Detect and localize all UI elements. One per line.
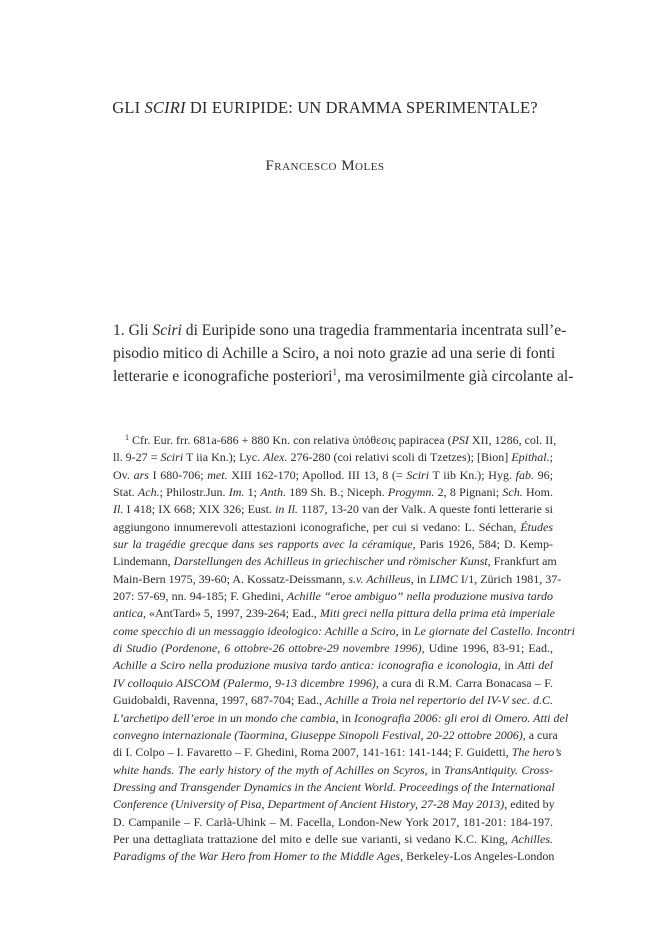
footnote-text: aggiungono innumerevoli attestazioni iconografiche, per cui si vedano: L. Séchan, xyxy=(113,519,521,534)
article-title xyxy=(0,98,650,118)
footnote-text: Lindemann, xyxy=(113,554,174,569)
footnote-text-italic: Ach. xyxy=(137,485,160,500)
footnote-text: ; Philostr.Jun. xyxy=(159,485,229,500)
footnote-text: , edited by xyxy=(504,797,555,812)
footnote-text-italic: di Studio (Pordenone, 6 ottobre-26 ottobre-29 novembre 1996) xyxy=(113,641,422,656)
footnote-text-italic: Alex. xyxy=(263,450,288,465)
body-text-italic: Sciri xyxy=(152,322,182,339)
body-line-1 xyxy=(113,319,567,342)
footnote-text-italic: Miti greci nella pittura della prima età imperiale xyxy=(319,606,556,621)
footnote-text: 2, 8 Pignani; xyxy=(434,485,503,500)
footnote-line xyxy=(113,744,562,761)
title-text-italic: SCIRI xyxy=(144,98,186,117)
footnote-text: , in xyxy=(335,710,354,725)
footnote-line xyxy=(113,657,553,674)
footnote-line xyxy=(113,796,553,813)
footnote-text-italic: Achille a Sciro nella produzione musiva tardo antica: iconografia e iconologia xyxy=(113,658,498,673)
body-text: letterarie e iconografiche posteriori xyxy=(113,368,333,385)
footnote-text: , Paris 1926, 584; D. Kemp- xyxy=(412,537,553,552)
footnote-text: 189 Sh. B.; Niceph. xyxy=(285,485,388,500)
title-text-pre: GLI xyxy=(112,98,145,117)
footnote-text: D. Campanile – F. Carlà-Uhink – M. Facella, London-New York 2017, 181-201: 184-197. xyxy=(113,814,553,829)
footnote-mark: 1 xyxy=(125,433,129,442)
footnote-text: XIII 162-170; Apollod. III 13, 8 (= xyxy=(227,467,407,482)
footnote-text: , in xyxy=(424,762,445,777)
footnote-text-italic: Achille “eroe ambiguo” nella produzione musiva tardo xyxy=(286,589,553,604)
footnote-line xyxy=(113,432,557,449)
body-text: 1. Gli xyxy=(113,322,153,339)
footnote-text: ll. 9-27 = xyxy=(113,450,161,465)
footnote-text: , a cura xyxy=(522,727,558,742)
footnote-text: , in xyxy=(497,658,518,673)
footnote-text-italic: Epithal. xyxy=(511,450,550,465)
footnote-text-italic: TransAntiquity. Cross- xyxy=(444,762,553,777)
footnote-text-italic: Le giornate del Castello. Incontri xyxy=(413,623,575,638)
footnote-text: , «AntTard» 5, 1997, 239-264; Ead., xyxy=(143,606,320,621)
footnote-line xyxy=(113,449,553,466)
footnote-line xyxy=(113,553,557,570)
footnote-line xyxy=(113,848,553,865)
footnote-text-italic: Il. xyxy=(113,502,124,517)
footnote-text: XII, 1286, col. II, xyxy=(468,433,557,447)
footnote-text: , Udine 1996, 83-91; Ead., xyxy=(421,641,554,656)
footnote-text: 96; xyxy=(533,467,553,482)
footnote-line xyxy=(113,519,553,536)
footnote-text: T iib Kn.); Hyg. xyxy=(429,467,516,482)
footnote-line xyxy=(113,484,553,501)
footnote-text: 207: 57-69, nn. 94-185; F. Ghedini, xyxy=(113,589,287,604)
footnote-line xyxy=(113,605,556,622)
footnote-text-italic: The hero’s xyxy=(511,745,562,760)
footnote-text: 1187, 13-20 van der Valk. A queste fonti letterarie si xyxy=(297,502,553,517)
footnote-text: Ov. xyxy=(113,467,134,482)
footnote-text-italic: Études xyxy=(520,519,553,534)
footnote-line xyxy=(113,467,553,484)
footnote-line xyxy=(113,710,569,727)
footnote-text-italic: Iconografia 2006: gli eroi di Omero. Atti del xyxy=(353,710,569,725)
footnote-text: Main-Bern 1975, 39-60; A. Kossatz-Deissmann, xyxy=(113,571,349,586)
footnote-text-italic: come specchio di un messaggio ideologico: Achille a Sciro xyxy=(113,623,396,638)
footnote-text-italic: white hands. The early history of the myth of Achilles on Scyros xyxy=(113,762,425,777)
footnote-text-italic: Achilles. xyxy=(511,831,553,846)
footnote-line xyxy=(113,588,553,605)
footnote-line xyxy=(113,640,553,657)
footnote-text: , in xyxy=(395,623,414,638)
footnote-text: ; xyxy=(549,450,553,465)
footnote-text: 276-280 (coi relativi scoli di Tzetzes); [Bion] xyxy=(287,450,512,465)
footnote-text: 1; xyxy=(244,485,261,500)
footnote-text-italic: Atti del xyxy=(517,658,553,673)
footnote-text: Per una dettagliata trattazione del mito e delle sue varianti, si vedano K.C. King, xyxy=(113,831,512,846)
footnote-text-italic: Achille a Troia nel repertorio del IV-V sec. d.C. xyxy=(325,693,553,708)
footnote-text: , Frankfurt am xyxy=(487,554,557,569)
footnote-line xyxy=(113,571,562,588)
footnote-text-italic: Progymn. xyxy=(387,485,435,500)
footnote-text: I 680-706; xyxy=(148,467,208,482)
footnote-text: I 418; IX 668; XIX 326; Eust. xyxy=(123,502,276,517)
footnote-text-italic: Anth. xyxy=(260,485,286,500)
footnote-reference[interactable]: 1 xyxy=(332,367,338,377)
footnote-text-italic: Darstellungen des Achilleus in griechischer und römischer Kunst xyxy=(173,554,488,569)
footnote-text-italic: antica xyxy=(113,606,143,621)
footnote-text-italic: ars xyxy=(133,467,149,482)
footnote-text: di I. Colpo – I. Favaretto – F. Ghedini, Roma 2007, 141-161: 141-144; F. Guidetti, xyxy=(113,745,512,760)
footnote-line xyxy=(113,762,553,779)
footnote-text-italic: Sciri xyxy=(160,450,184,465)
footnote-text-italic: L’archetipo dell’eroe in un mondo che cambia xyxy=(113,710,336,725)
footnote-text-italic: Sch. xyxy=(502,485,523,500)
article-author: Francesco Moles xyxy=(265,158,385,174)
footnote-line xyxy=(113,692,553,709)
footnote-text-italic: Sciri xyxy=(406,467,430,482)
footnote-line xyxy=(113,779,553,796)
footnote-line xyxy=(113,814,553,831)
body-text: , ma verosimilmente già circolante al- xyxy=(337,368,574,385)
footnote-text: Cfr. Eur. frr. 681a-686 + 880 Kn. con relativa ὑπόθεσις papiracea ( xyxy=(129,433,452,447)
footnote-text: T iia Kn.); Lyc. xyxy=(183,450,264,465)
footnote-text: Guidobaldi, Ravenna, 1997, 687-704; Ead., xyxy=(113,693,326,708)
footnote-text-italic: met. xyxy=(207,467,228,482)
footnote-text-italic: Paradigms of the War Hero from Homer to the Middle Ages xyxy=(113,849,401,864)
footnote-text: , a cura di R.M. Carra Bonacasa – F. xyxy=(375,675,554,690)
footnote-text-italic: Dressing and Transgender Dynamics in the Ancient World. Proceedings of the International xyxy=(113,779,555,794)
footnote-text-italic: IV colloquio AISCOM (Palermo, 9-13 dicembre 1996) xyxy=(113,675,376,690)
footnote-text-italic: sur la tragédie grecque dans ses rapports avec la céramique xyxy=(113,537,413,552)
footnote-text-italic: Im. xyxy=(228,485,245,500)
footnote-text: Stat. xyxy=(113,485,138,500)
footnote-line xyxy=(113,536,553,553)
footnote-line xyxy=(113,501,553,518)
footnote-text: , in xyxy=(410,571,430,586)
footnote-text-italic: Conference (University of Pisa, Department of Ancient History, 27-28 May 2013) xyxy=(113,797,505,812)
footnote-line xyxy=(113,675,553,692)
footnote-text-italic: LIMC xyxy=(429,571,458,586)
body-paragraph xyxy=(113,319,574,388)
body-line-2: pisodio mitico di Achille a Sciro, a noi noto grazie ad una serie di fonti xyxy=(113,345,556,362)
footnote-text: , Berkeley-Los Angeles-London xyxy=(400,849,555,864)
footnote-line xyxy=(113,831,553,848)
footnote-text: I/1, Zürich 1981, 37- xyxy=(457,571,562,586)
footnote-text: Hom. xyxy=(522,485,553,500)
footnote xyxy=(113,432,575,866)
footnote-text-italic: convegno internazionale (Taormina, Giuseppe Sinopoli Festival, 20-22 ottobre 2006) xyxy=(113,727,523,742)
footnote-text-italic: PSI xyxy=(451,433,469,447)
footnote-text-italic: s.v. Achilleus xyxy=(348,571,411,586)
body-line-3 xyxy=(113,365,574,388)
footnote-text-italic: in Il. xyxy=(275,502,298,517)
footnote-line xyxy=(113,623,575,640)
title-text-post: DI EURIPIDE: UN DRAMMA SPERIMENTALE? xyxy=(185,98,538,117)
footnote-text-italic: fab. xyxy=(515,467,534,482)
body-text: di Euripide sono una tragedia frammentaria incentrata sull’e- xyxy=(181,322,567,339)
footnote-line xyxy=(113,727,558,744)
